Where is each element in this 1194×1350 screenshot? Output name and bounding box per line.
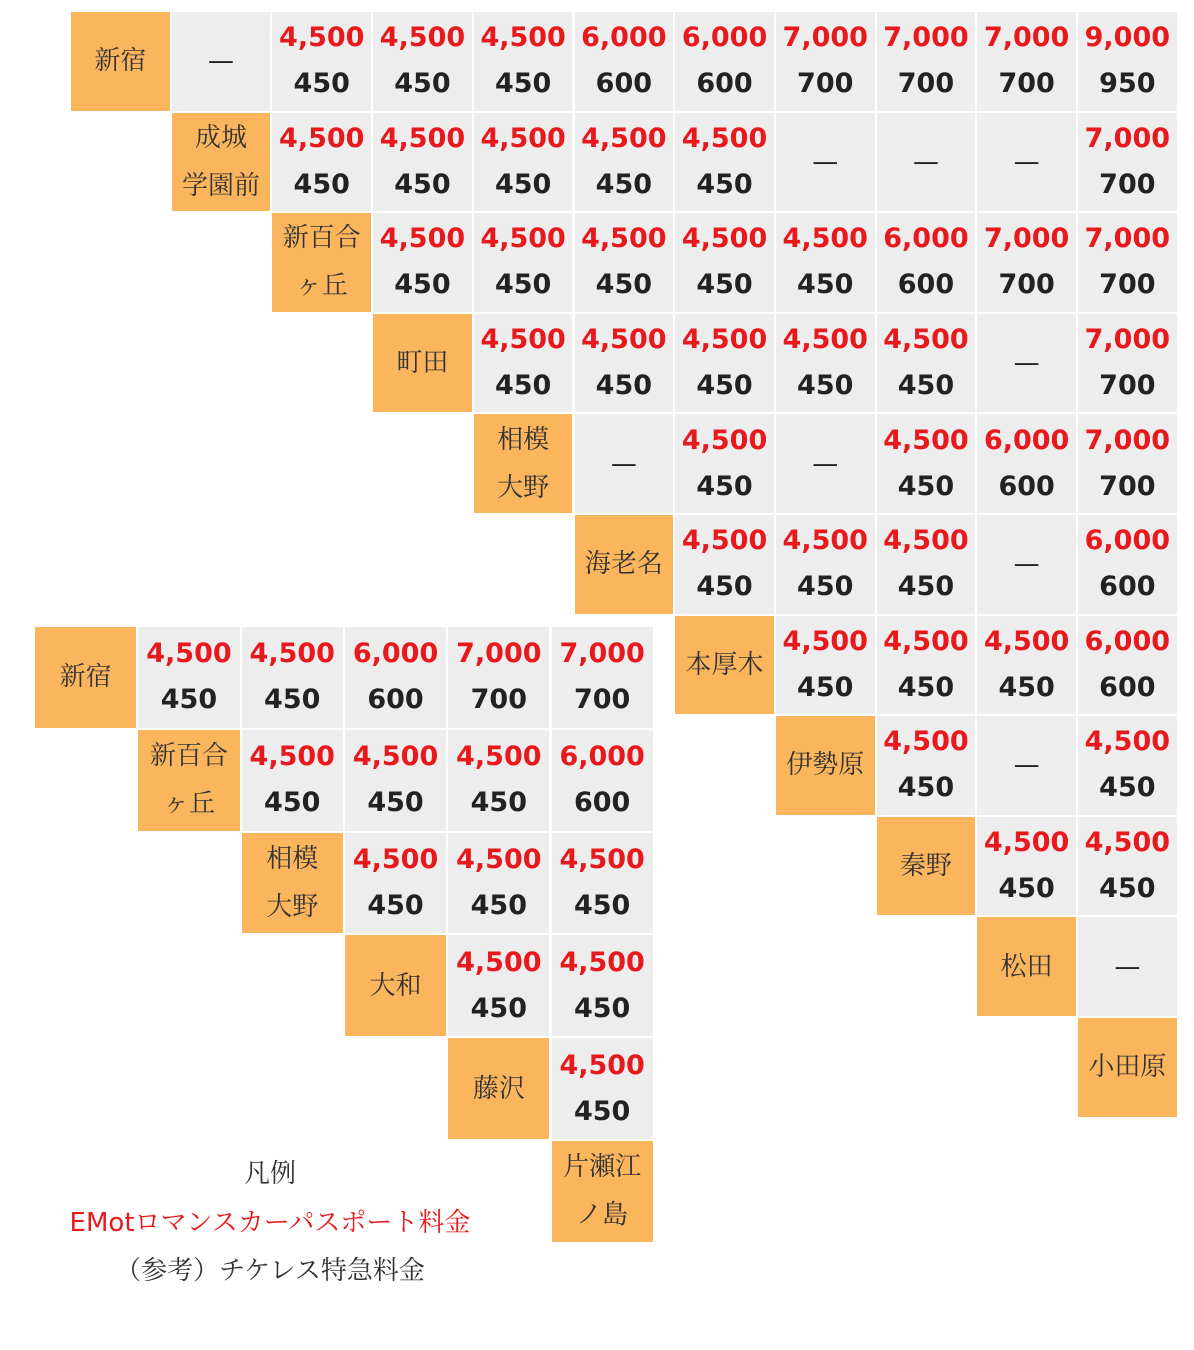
pass-fare: 4,500	[782, 324, 868, 356]
ticketless-fare: 450	[696, 168, 753, 200]
fare-cell	[474, 213, 573, 312]
fare-cell	[877, 616, 976, 715]
station-name: ノ島	[576, 1200, 629, 1231]
fare-cell	[977, 12, 1076, 111]
fare-cell	[552, 627, 653, 728]
pass-fare: 4,500	[480, 122, 566, 154]
ticketless-fare: 450	[696, 571, 753, 603]
station-cell	[35, 627, 136, 728]
ticketless-fare: 450	[1099, 772, 1156, 804]
pass-fare: 4,500	[146, 638, 232, 670]
pass-fare: 4,500	[559, 843, 645, 875]
station-name: 新宿	[94, 46, 147, 77]
legend-title: 凡例	[243, 1159, 296, 1189]
fare-cell	[776, 113, 875, 212]
pass-fare: 4,500	[883, 625, 969, 657]
fare-cell	[877, 113, 976, 212]
ticketless-fare: 450	[897, 470, 955, 502]
ticketless-fare: 700	[998, 68, 1055, 100]
pass-fare: 4,500	[379, 122, 466, 154]
ticketless-fare: 450	[264, 684, 321, 716]
fare-cell	[977, 817, 1076, 916]
ticketless-fare: 700	[573, 684, 631, 716]
pass-fare: 4,500	[883, 726, 969, 758]
station-cell	[877, 817, 976, 916]
pass-fare: 9,000	[1084, 22, 1171, 54]
ticketless-fare: 450	[160, 684, 218, 716]
fare-cell	[448, 627, 549, 728]
fare-cell	[977, 113, 1076, 212]
fare-cell	[1078, 113, 1177, 212]
pass-fare: 4,500	[581, 324, 667, 356]
ticketless-fare: 600	[897, 269, 955, 301]
pass-fare: 4,500	[883, 324, 969, 356]
ticketless-fare: 700	[797, 68, 854, 100]
fare-cell	[552, 1038, 653, 1139]
station-cell	[776, 716, 875, 815]
ticketless-fare: 700	[897, 68, 955, 100]
fare-cell	[776, 213, 875, 312]
pass-fare: 7,000	[1084, 122, 1171, 154]
station-name: 新宿	[59, 662, 112, 693]
fare-cell	[675, 515, 774, 614]
ticketless-fare: 450	[394, 269, 451, 301]
ticketless-fare: 450	[897, 772, 955, 804]
ticketless-fare: 450	[573, 889, 631, 921]
fare-cell	[877, 515, 976, 614]
station-name: 新百合	[282, 223, 361, 254]
pass-fare: 4,500	[249, 638, 335, 670]
pass-fare: 4,500	[279, 22, 365, 54]
station-name: 新百合	[149, 741, 228, 772]
fare-cell	[675, 213, 774, 312]
pass-fare: 6,000	[983, 424, 1070, 456]
pass-fare: 6,000	[559, 741, 645, 773]
fare-cell	[345, 730, 446, 831]
pass-fare: 4,500	[379, 22, 466, 54]
ticketless-fare: 450	[264, 787, 321, 819]
fare-cell	[977, 213, 1076, 312]
pass-fare: 4,500	[1084, 827, 1171, 859]
ticketless-fare: 600	[1099, 571, 1156, 603]
station-cell	[71, 12, 170, 111]
pass-fare: 4,500	[681, 122, 768, 154]
pass-fare: 4,500	[883, 424, 969, 456]
fare-cell	[877, 12, 976, 111]
station-cell	[373, 314, 472, 413]
no-service-dash: —	[208, 46, 235, 77]
fare-cell	[345, 833, 446, 934]
fare-cell	[575, 113, 674, 212]
fare-cell	[552, 730, 653, 831]
no-service-dash: —	[1114, 951, 1141, 982]
ticketless-fare: 600	[1099, 671, 1156, 703]
pass-fare: 4,500	[581, 223, 667, 255]
no-service-dash: —	[1013, 549, 1040, 580]
station-name: 海老名	[584, 549, 663, 580]
ticketless-fare: 450	[394, 68, 451, 100]
pass-fare: 4,500	[559, 1049, 645, 1081]
pass-fare: 4,500	[782, 223, 868, 255]
fare-cell	[675, 414, 774, 513]
fare-cell	[474, 12, 573, 111]
pass-fare: 4,500	[456, 843, 542, 875]
station-name: 藤沢	[472, 1073, 525, 1104]
ticketless-fare: 450	[470, 787, 528, 819]
station-cell	[272, 213, 371, 312]
fare-cell	[675, 314, 774, 413]
pass-fare: 7,000	[983, 223, 1070, 255]
fare-cell	[977, 414, 1076, 513]
pass-fare: 4,500	[279, 122, 365, 154]
ticketless-fare: 450	[897, 370, 955, 402]
pass-fare: 4,500	[456, 946, 542, 978]
pass-fare: 7,000	[782, 22, 868, 54]
station-name: 松田	[1000, 951, 1053, 982]
ticketless-fare: 700	[470, 684, 528, 716]
ticketless-fare: 450	[494, 68, 552, 100]
fare-cell	[776, 616, 875, 715]
ticketless-fare: 450	[494, 370, 552, 402]
no-service-dash: —	[812, 448, 839, 479]
fare-cell	[373, 113, 472, 212]
ticketless-fare: 600	[998, 470, 1055, 502]
pass-fare: 6,000	[1084, 525, 1171, 557]
fare-cell	[1078, 817, 1177, 916]
station-cell	[1078, 1018, 1177, 1117]
pass-fare: 4,500	[782, 525, 868, 557]
fare-cell	[1078, 917, 1177, 1016]
pass-fare: 4,500	[249, 741, 335, 773]
fare-cell	[1078, 716, 1177, 815]
fare-cell	[242, 730, 343, 831]
ticketless-fare: 450	[595, 269, 653, 301]
pass-fare: 7,000	[559, 638, 645, 670]
station-name: ヶ丘	[162, 789, 215, 820]
pass-fare: 4,500	[480, 223, 566, 255]
ticketless-fare: 700	[1099, 370, 1156, 402]
pass-fare: 6,000	[352, 638, 439, 670]
pass-fare: 4,500	[352, 843, 439, 875]
fare-cell	[575, 12, 674, 111]
station-name: 小田原	[1088, 1052, 1167, 1083]
ticketless-fare: 450	[394, 168, 451, 200]
pass-fare: 7,000	[983, 22, 1070, 54]
no-service-dash: —	[912, 146, 939, 177]
ticketless-fare: 600	[595, 68, 653, 100]
station-cell	[575, 515, 674, 614]
fare-cell	[776, 12, 875, 111]
station-name: 大野	[266, 891, 319, 922]
pass-fare: 4,500	[480, 22, 566, 54]
station-cell	[675, 616, 774, 715]
fare-cell	[373, 12, 472, 111]
fare-cell	[1078, 515, 1177, 614]
station-name: 片瀬江	[563, 1152, 642, 1183]
pass-fare: 4,500	[983, 625, 1070, 657]
station-name: 成城	[195, 122, 248, 153]
ticketless-fare: 450	[797, 370, 854, 402]
ticketless-fare: 450	[797, 671, 854, 703]
fare-cell	[272, 12, 371, 111]
station-cell	[138, 730, 239, 831]
fare-cell	[448, 833, 549, 934]
fare-cell	[138, 627, 239, 728]
ticketless-fare: 450	[367, 787, 424, 819]
fare-cell	[977, 314, 1076, 413]
fare-cell	[172, 12, 271, 111]
pass-fare: 4,500	[559, 946, 645, 978]
pass-fare: 4,500	[456, 741, 542, 773]
ticketless-fare: 450	[573, 992, 631, 1024]
station-name: 大野	[497, 472, 550, 503]
ticketless-fare: 600	[573, 787, 631, 819]
fare-cell	[272, 113, 371, 212]
ticketless-fare: 600	[367, 684, 424, 716]
ticketless-fare: 450	[797, 571, 854, 603]
pass-fare: 7,000	[883, 22, 969, 54]
fare-cell	[448, 730, 549, 831]
ticketless-fare: 450	[696, 269, 753, 301]
fare-cell	[977, 716, 1076, 815]
pass-fare: 4,500	[681, 525, 768, 557]
fare-cell	[877, 213, 976, 312]
fare-cell	[877, 314, 976, 413]
ticketless-fare: 450	[998, 671, 1055, 703]
ticketless-fare: 700	[1099, 269, 1156, 301]
ticketless-fare: 450	[897, 571, 955, 603]
ticketless-fare: 450	[573, 1095, 631, 1127]
fare-cell	[474, 113, 573, 212]
ticketless-fare: 700	[998, 269, 1055, 301]
fare-cell	[776, 414, 875, 513]
ticketless-fare: 450	[494, 269, 552, 301]
ticketless-fare: 450	[797, 269, 854, 301]
legend-pass-fare: EMotロマンスカーパスポート料金	[69, 1208, 471, 1238]
fare-cell	[552, 935, 653, 1036]
station-name: 伊勢原	[786, 750, 865, 781]
ticketless-fare: 450	[696, 470, 753, 502]
station-name: 秦野	[899, 851, 952, 882]
ticketless-fare: 700	[1099, 470, 1156, 502]
ticketless-fare: 450	[293, 168, 350, 200]
pass-fare: 4,500	[681, 324, 768, 356]
no-service-dash: —	[1013, 348, 1040, 379]
pass-fare: 7,000	[1084, 424, 1171, 456]
pass-fare: 6,000	[681, 22, 768, 54]
fare-cell	[675, 113, 774, 212]
pass-fare: 4,500	[782, 625, 868, 657]
fare-cell	[1078, 414, 1177, 513]
fare-cell	[675, 12, 774, 111]
pass-fare: 7,000	[1084, 223, 1171, 255]
pass-fare: 7,000	[1084, 324, 1171, 356]
pass-fare: 6,000	[883, 223, 969, 255]
fare-cell	[877, 716, 976, 815]
station-cell	[552, 1141, 653, 1242]
station-name: ヶ丘	[295, 271, 348, 302]
pass-fare: 6,000	[1084, 625, 1171, 657]
station-name: 相模	[497, 424, 550, 455]
legend-ticketless-fare: （参考）チケレス特急料金	[115, 1256, 425, 1286]
pass-fare: 4,500	[681, 424, 768, 456]
station-name: 町田	[396, 348, 449, 379]
ticketless-fare: 450	[470, 992, 528, 1024]
ticketless-fare: 450	[494, 168, 552, 200]
fare-cell	[552, 833, 653, 934]
pass-fare: 4,500	[1084, 726, 1171, 758]
pass-fare: 4,500	[883, 525, 969, 557]
ticketless-fare: 950	[1099, 68, 1156, 100]
station-name: 本厚木	[685, 649, 764, 680]
fare-cell	[448, 935, 549, 1036]
fare-cell	[977, 515, 1076, 614]
fare-cell	[1078, 616, 1177, 715]
fare-cell	[1078, 213, 1177, 312]
ticketless-fare: 450	[998, 873, 1055, 905]
fare-cell	[776, 515, 875, 614]
station-cell	[345, 935, 446, 1036]
ticketless-fare: 450	[293, 68, 350, 100]
no-service-dash: —	[812, 146, 839, 177]
fare-cell	[776, 314, 875, 413]
fare-cell	[877, 414, 976, 513]
pass-fare: 4,500	[581, 122, 667, 154]
fare-cell	[474, 314, 573, 413]
fare-cell	[242, 627, 343, 728]
station-cell	[474, 414, 573, 513]
ticketless-fare: 450	[367, 889, 424, 921]
station-cell	[977, 917, 1076, 1016]
pass-fare: 4,500	[352, 741, 439, 773]
pass-fare: 4,500	[681, 223, 768, 255]
station-cell	[448, 1038, 549, 1139]
fare-cell	[373, 213, 472, 312]
fare-cell	[977, 616, 1076, 715]
ticketless-fare: 450	[897, 671, 955, 703]
pass-fare: 4,500	[480, 324, 566, 356]
no-service-dash: —	[1013, 146, 1040, 177]
no-service-dash: —	[1013, 750, 1040, 781]
ticketless-fare: 450	[696, 370, 753, 402]
pass-fare: 7,000	[456, 638, 542, 670]
ticketless-fare: 700	[1099, 168, 1156, 200]
station-cell	[242, 833, 343, 934]
pass-fare: 6,000	[581, 22, 667, 54]
fare-cell	[1078, 12, 1177, 111]
ticketless-fare: 450	[595, 370, 653, 402]
pass-fare: 4,500	[379, 223, 466, 255]
pass-fare: 4,500	[983, 827, 1070, 859]
station-name: 大和	[369, 970, 422, 1001]
fare-cell	[345, 627, 446, 728]
station-name: 相模	[266, 843, 319, 874]
station-name: 学園前	[182, 170, 261, 201]
ticketless-fare: 450	[470, 889, 528, 921]
ticketless-fare: 450	[1099, 873, 1156, 905]
fare-cell	[1078, 314, 1177, 413]
no-service-dash: —	[610, 448, 637, 479]
fare-cell	[575, 314, 674, 413]
fare-cell	[575, 414, 674, 513]
fare-cell	[575, 213, 674, 312]
ticketless-fare: 600	[696, 68, 753, 100]
ticketless-fare: 450	[595, 168, 653, 200]
station-cell	[172, 113, 271, 212]
